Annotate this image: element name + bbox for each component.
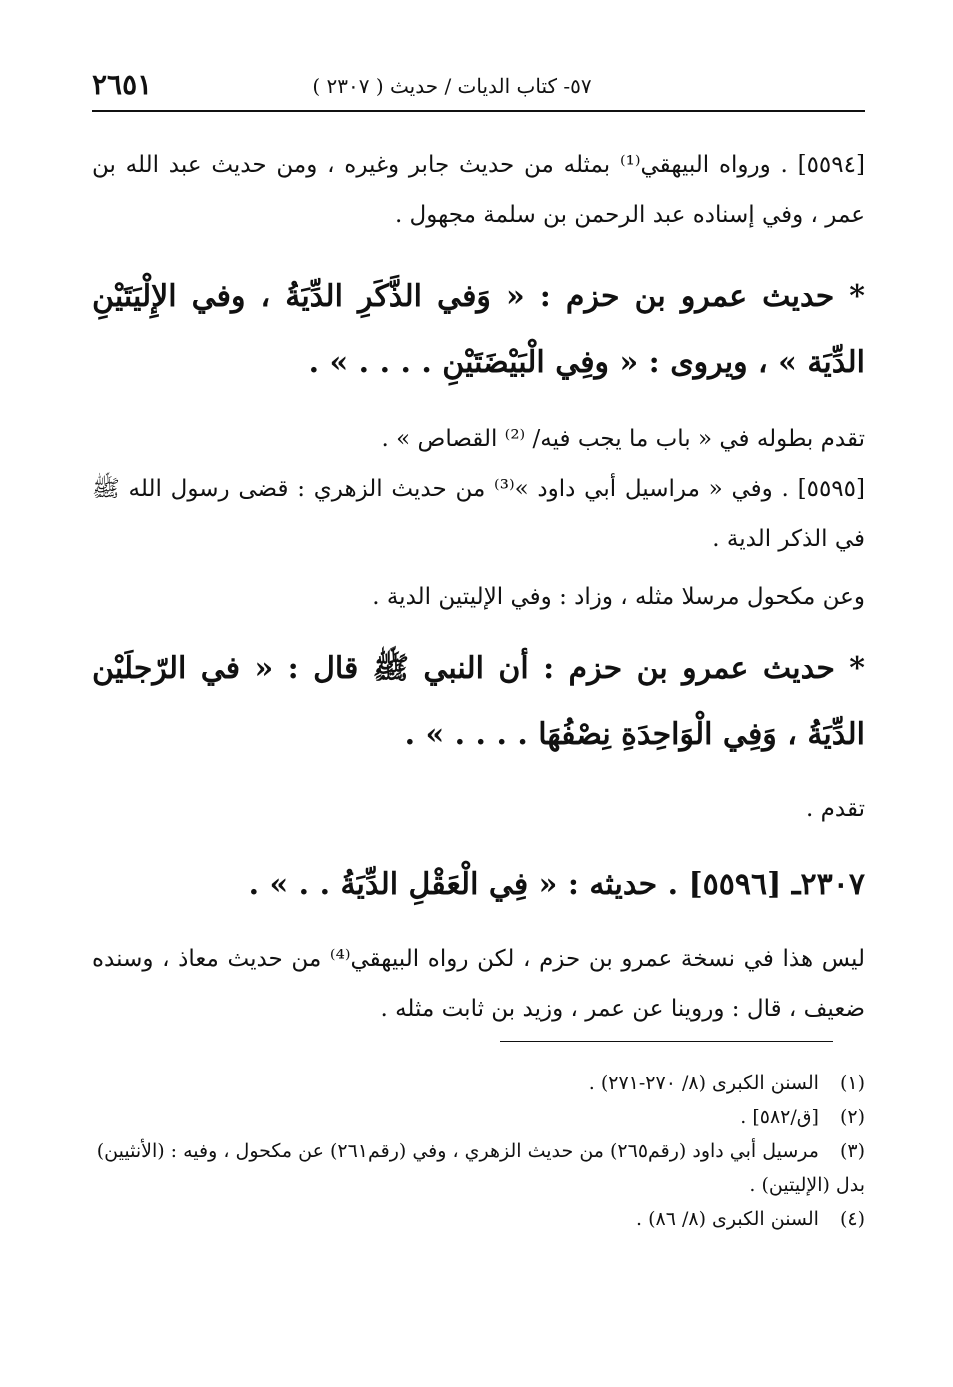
hadith-heading-2: * حديث عمرو بن حزم : أن النبي ﷺ قال : « في الرّجلَيْن الدِّيَةُ ، وَفِي الْوَاحِدَةِ نِصْفُهَا . . . . » . bbox=[92, 651, 865, 752]
paragraph-makhul: وعن مكحول مرسلا مثله ، وزاد : وفي الإليتين الدية . bbox=[372, 584, 865, 610]
footnote-number: (٤) bbox=[839, 1208, 865, 1230]
paragraph-taqaddam-1: تقدم بطوله في « باب ما يجب فيه/ ⁽²⁾ القصاص » . bbox=[381, 426, 865, 452]
paragraph-5595: [٥٥٩٥] . وفي « مراسيل أبي داود »⁽³⁾ من حديث الزهري : قضى رسول الله ﷺ في الذكر الدية . bbox=[92, 476, 865, 552]
footnote-text: السنن الكبرى (٨/ ٢٧٠-٢٧١) . bbox=[588, 1072, 819, 1094]
footnote-1 bbox=[92, 1066, 865, 1100]
footnote-divider bbox=[500, 1041, 833, 1042]
header-divider bbox=[92, 110, 865, 112]
footnote-2 bbox=[92, 1100, 865, 1134]
page-number: ٢٦٥١ bbox=[92, 68, 153, 101]
footnote-3 bbox=[92, 1134, 865, 1202]
hadith-heading-2307: ٢٣٠٧ـ [٥٥٩٦] . حديثه : « فِي الْعَقْلِ الدِّيَةُ . . » . bbox=[248, 867, 865, 902]
footnote-text: السنن الكبرى (٨/ ٨٦) . bbox=[636, 1208, 819, 1230]
footnote-number: (١) bbox=[839, 1072, 865, 1094]
footnote-text: مرسيل أبي داود (رقم٢٦٥) من حديث الزهري ، وفي (رقم٢٦١) عن مكحول ، وفيه : (الأنثيين) بدل (الإليتين) . bbox=[96, 1140, 865, 1196]
footnote-number: (٣) bbox=[839, 1140, 865, 1162]
footnote-4 bbox=[92, 1202, 865, 1236]
footnote-text: [ق/٥٨٢] . bbox=[740, 1106, 819, 1128]
hadith-heading-1: * حديث عمرو بن حزم : « وَفي الذَّكَرِ الدِّيَةُ ، وفي الإِلْيَتَيْنِ الدِّيَة » ، ويروى : « وفِي الْبَيْضَتَيْنِ . . . . » . bbox=[92, 279, 865, 380]
page-header bbox=[92, 62, 865, 106]
paragraph-taqaddam-2: تقدم . bbox=[806, 796, 865, 822]
running-head: ٥٧- كتاب الديات / حديث ( ٢٣٠٧ ) bbox=[312, 74, 592, 98]
paragraph-5594: [٥٥٩٤] . ورواه البيهقي⁽¹⁾ بمثله من حديث جابر وغيره ، ومن حديث عبد الله بن عمر ، وفي إسناده عبد الرحمن بن سلمة مجهول . bbox=[92, 152, 865, 228]
footnote-number: (٢) bbox=[839, 1106, 865, 1128]
footnotes bbox=[92, 1066, 865, 1236]
paragraph-laysa-hadha: ليس هذا في نسخة عمرو بن حزم ، لكن رواه البيهقي⁽⁴⁾ من حديث معاذ ، وسنده ضعيف ، قال : وروينا عن عمر ، وزيد بن ثابت مثله . bbox=[92, 946, 866, 1022]
